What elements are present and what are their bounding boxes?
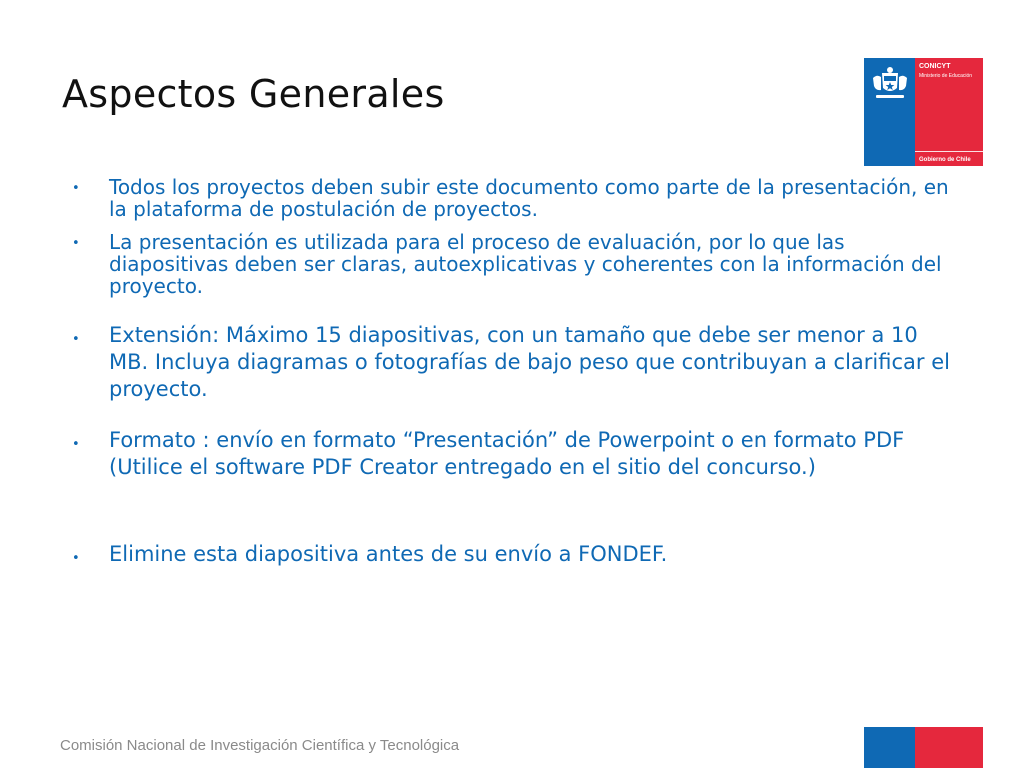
footer-red-block [915, 727, 983, 768]
bullet-text: Formato : envío en formato “Presentación” de Powerpoint o en formato PDF (Utilice el software PDF Creator entregado en el sitio del concurso.) [109, 428, 905, 479]
bullet-item [72, 176, 962, 220]
bullet-item [72, 231, 962, 297]
conicyt-logo [864, 58, 983, 166]
logo-red-panel [915, 58, 983, 166]
logo-government-text: Gobierno de Chile [919, 157, 971, 163]
logo-ministry-text: Ministerio de Educación [919, 73, 973, 79]
bullet-item [72, 427, 962, 481]
footer-flag-bar [864, 727, 983, 768]
logo-government-strip [915, 151, 983, 166]
bullet-icon: • [72, 332, 80, 347]
bullet-icon: • [72, 181, 80, 196]
logo-brand-text: CONICYT [919, 63, 951, 70]
bullet-icon: • [72, 437, 80, 452]
logo-blue-panel [864, 58, 915, 166]
bullet-text: Elimine esta diapositiva antes de su envío a FONDEF. [109, 542, 668, 566]
bullet-text: Todos los proyectos deben subir este documento como parte de la presentación, en la plataforma de postulación de proyectos. [109, 175, 949, 221]
bullet-item [72, 322, 962, 403]
bullet-text: La presentación es utilizada para el proceso de evaluación, por lo que las diapositivas deben ser claras, autoexplicativas y coherentes con la información del proyecto. [109, 230, 942, 298]
coat-of-arms-icon [868, 64, 912, 104]
bullet-list [72, 176, 962, 568]
bullet-text: Extensión: Máximo 15 diapositivas, con un tamaño que debe ser menor a 10 MB. Incluya diagramas o fotografías de bajo peso que contribuyan a clarificar el proyecto. [109, 323, 950, 401]
footer-blue-block [864, 727, 915, 768]
footer-institution-name: Comisión Nacional de Investigación Científica y Tecnológica [60, 737, 460, 754]
bullet-icon: • [72, 236, 80, 251]
bullet-item [72, 541, 962, 568]
bullet-icon: • [72, 551, 80, 566]
slide-title: Aspectos Generales [62, 72, 445, 116]
